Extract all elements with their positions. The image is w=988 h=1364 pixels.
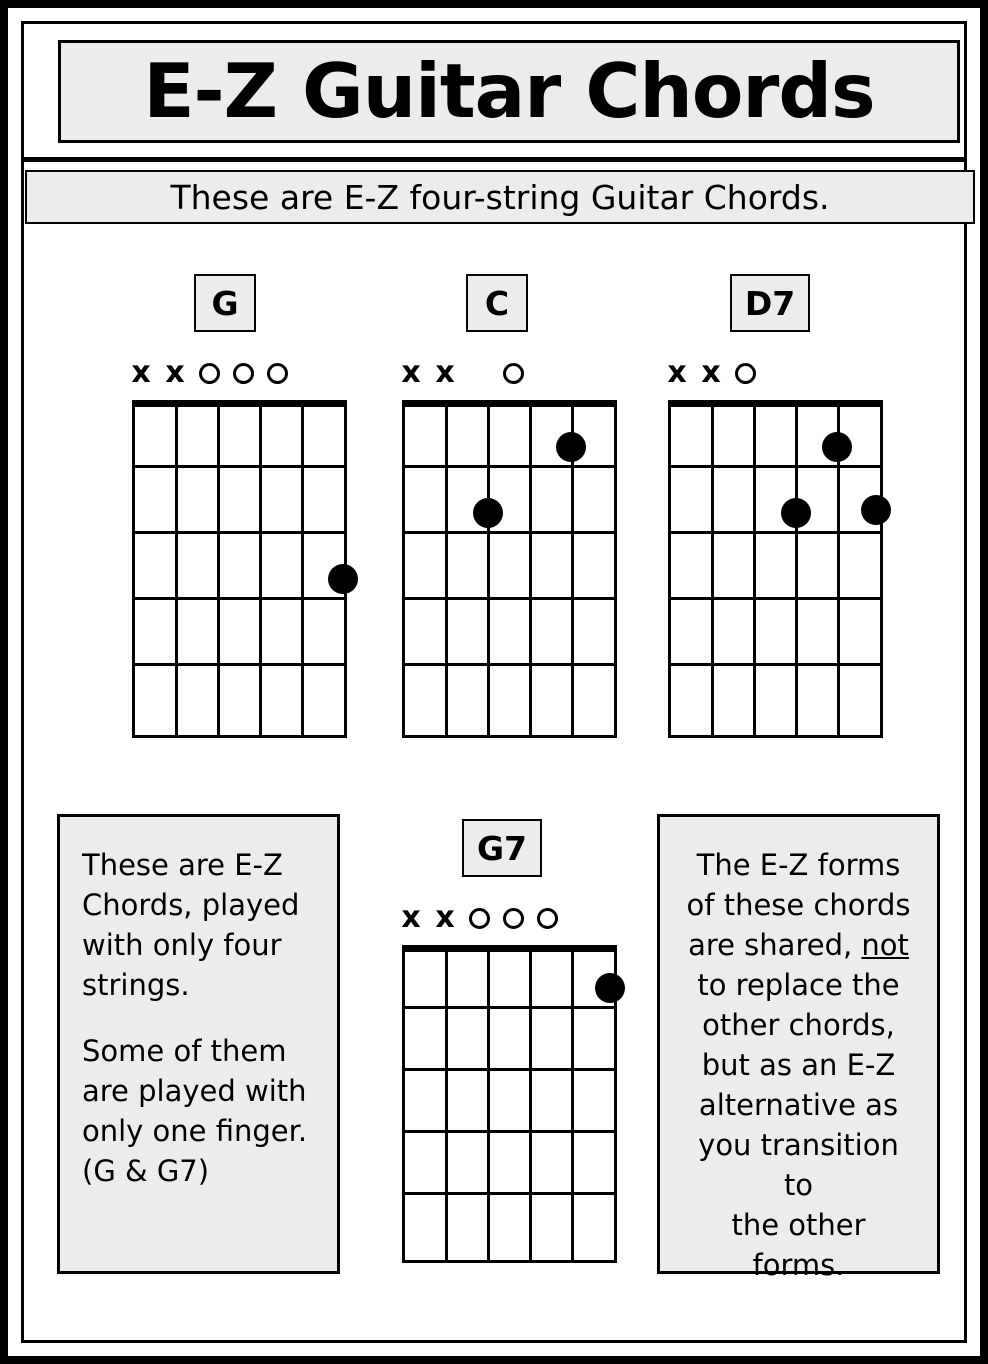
string-line (217, 403, 220, 735)
finger-dot (595, 973, 625, 1003)
fret-line (135, 597, 344, 600)
string-line (711, 403, 714, 735)
note-right-line8: you transition to (698, 1128, 899, 1203)
string-marker-blank (796, 358, 830, 388)
note-left-line7: only one finger. (82, 1114, 308, 1149)
chord-label-c (466, 274, 528, 332)
string-marker-open (530, 903, 564, 933)
string-marker-mute: x (435, 900, 455, 935)
note-right-line1: The E-Z forms (696, 848, 901, 882)
string-markers-g7 (394, 900, 564, 935)
note-right-line3 (682, 925, 915, 965)
open-string-icon (233, 363, 254, 384)
fret-line (405, 597, 614, 600)
fret-line (405, 1068, 614, 1071)
string-marker-mute: x (701, 355, 721, 390)
fret-line (405, 465, 614, 468)
string-marker-mute: x (435, 355, 455, 390)
fretboard-c (402, 400, 617, 738)
chord-label-d7 (730, 274, 810, 332)
string-line (529, 948, 532, 1260)
note-left-line5: Some of them (82, 1034, 287, 1069)
note-right-line6: but as an E-Z (701, 1048, 896, 1083)
string-line (259, 403, 262, 735)
finger-dot (556, 432, 586, 462)
chord-label-g7 (462, 819, 542, 877)
chord-name-g7: G7 (476, 828, 528, 868)
fret-line (671, 663, 880, 666)
string-line (753, 403, 756, 735)
string-marker-mute: x (131, 355, 151, 390)
open-string-icon (735, 363, 756, 384)
string-marker-open (496, 903, 530, 933)
note-box-left (57, 814, 340, 1274)
string-marker-open (260, 358, 294, 388)
string-marker-open (462, 903, 496, 933)
string-markers-g (124, 355, 294, 390)
string-marker-blank (462, 358, 496, 388)
note-right-line9: the other forms. (731, 1208, 866, 1283)
chord-name-d7: D7 (744, 283, 796, 323)
string-line (445, 403, 448, 735)
note-left-line4: strings. (82, 968, 190, 1003)
fret-line (135, 663, 344, 666)
subtitle-box (25, 170, 975, 224)
note-left-line8: (G & G7) (82, 1154, 210, 1189)
string-line (301, 403, 304, 735)
string-line (795, 403, 798, 735)
finger-dot (861, 495, 891, 525)
fret-line (405, 1192, 614, 1195)
note-right-line5: other chords, (702, 1008, 895, 1043)
note-left-spacer (82, 1005, 315, 1031)
string-markers-d7 (660, 355, 830, 390)
string-line (175, 403, 178, 735)
fret-line (405, 663, 614, 666)
fret-line (405, 1006, 614, 1009)
fret-line (671, 597, 880, 600)
nut (402, 400, 617, 407)
note-left-line6: are played with (82, 1074, 307, 1109)
string-marker-open (728, 358, 762, 388)
note-box-right (657, 814, 940, 1283)
note-right-line3-emph: not (861, 928, 909, 963)
poster-inner-border (21, 21, 967, 1343)
finger-dot (781, 498, 811, 528)
string-line (445, 948, 448, 1260)
fretboard-g (132, 400, 347, 738)
note-right-line2: of these chords (686, 888, 911, 923)
fret-line (135, 531, 344, 534)
note-right-line4: to replace the (697, 968, 900, 1003)
finger-dot (328, 564, 358, 594)
subtitle-text: These are E-Z four-string Guitar Chords. (170, 177, 830, 217)
chord-label-g (194, 274, 256, 332)
open-string-icon (199, 363, 220, 384)
string-markers-c (394, 355, 564, 390)
note-left-line2: Chords, played (82, 888, 300, 923)
note-left-line3: with only four (82, 928, 282, 963)
nut (132, 400, 347, 407)
note-right-line3-pre: are shared, (688, 928, 862, 963)
page-title: E-Z Guitar Chords (143, 47, 875, 135)
string-marker-mute: x (401, 355, 421, 390)
string-marker-mute: x (401, 900, 421, 935)
string-marker-mute: x (165, 355, 185, 390)
fret-line (135, 465, 344, 468)
finger-dot (473, 498, 503, 528)
open-string-icon (537, 908, 558, 929)
string-line (571, 948, 574, 1260)
nut (668, 400, 883, 407)
note-right-line7: alternative as (698, 1088, 899, 1123)
fretboard-d7 (668, 400, 883, 738)
open-string-icon (503, 908, 524, 929)
string-line (487, 948, 490, 1260)
fret-line (671, 531, 880, 534)
nut (402, 945, 617, 952)
finger-dot (822, 432, 852, 462)
fret-line (671, 465, 880, 468)
fret-line (405, 1130, 614, 1133)
open-string-icon (503, 363, 524, 384)
string-marker-mute: x (667, 355, 687, 390)
note-left-line1: These are E-Z (82, 848, 283, 882)
string-marker-blank (530, 358, 564, 388)
string-marker-open (496, 358, 530, 388)
fret-line (405, 531, 614, 534)
open-string-icon (469, 908, 490, 929)
string-marker-open (226, 358, 260, 388)
title-divider (24, 157, 964, 162)
string-marker-open (192, 358, 226, 388)
chord-name-g: G (211, 283, 239, 323)
chord-name-c: C (484, 283, 510, 323)
page-title-box (58, 40, 960, 143)
string-marker-blank (762, 358, 796, 388)
fretboard-g7 (402, 945, 617, 1263)
string-line (487, 403, 490, 735)
open-string-icon (267, 363, 288, 384)
string-line (529, 403, 532, 735)
